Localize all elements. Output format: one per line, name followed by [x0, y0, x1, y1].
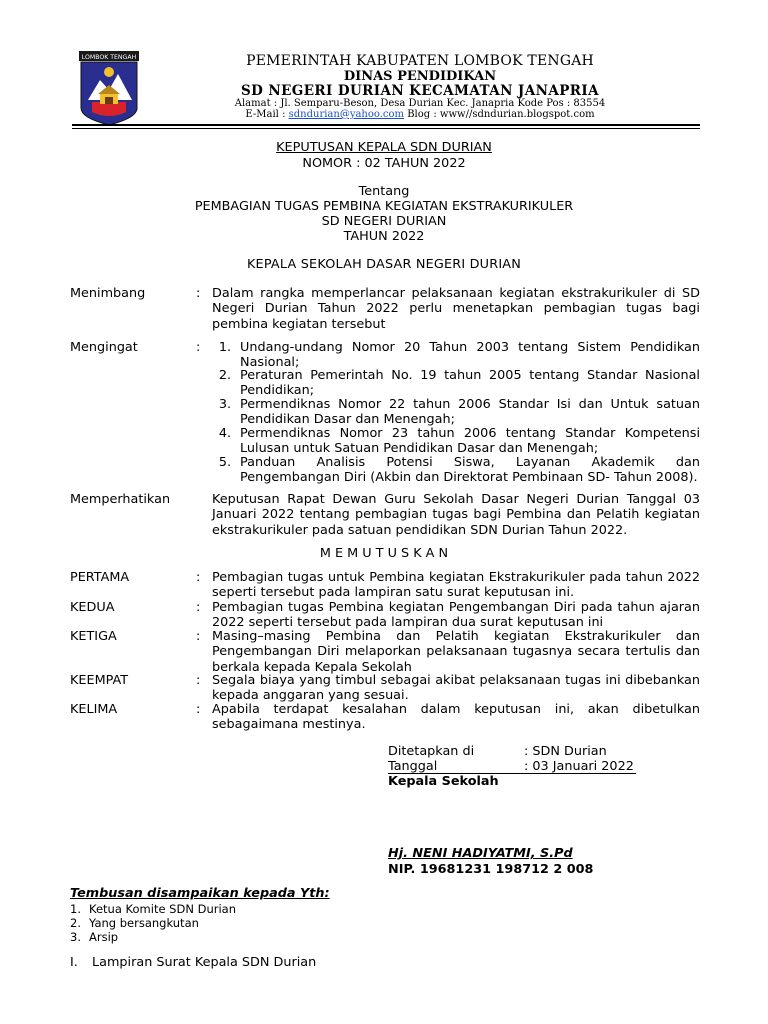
attachment-number: I.: [70, 955, 78, 970]
copies-item-number: 1.: [70, 902, 81, 916]
decision-text: Pembagian tugas untuk Pembina kegiatan Ekstrakurikuler pada tahun 2022 seperti tersebut pada lampiran satu surat keputusan ini.: [212, 570, 700, 601]
copies-item: Arsip: [89, 930, 119, 944]
decision-label: KEDUA: [70, 600, 115, 615]
decree-title: KEPUTUSAN KEPALA SDN DURIAN: [276, 140, 492, 155]
considering-text: Dalam rangka memperlancar pelaksanaan kegiatan ekstrakurikuler di SD Negeri Durian Tahun 2022 perlu menetapkan pembagian tugas bagi pembina kegiatan tersebut: [212, 286, 700, 332]
copies-item: Yang bersangkutan: [89, 916, 199, 930]
government-name: PEMERINTAH KABUPATEN LOMBOK TENGAH: [246, 53, 594, 69]
signer-role: Kepala Sekolah: [388, 774, 499, 789]
copies-item-number: 2.: [70, 916, 81, 930]
logo-caption: LOMBOK TENGAH: [81, 54, 137, 61]
noting-text: Keputusan Rapat Dewan Guru Sekolah Dasar Negeri Durian Tanggal 03 Januari 2022 tentang pembagian tugas bagi Pembina dan Pelatih kegiatan ekstrakurikuler pada satuan pendidikan SDN Durian Tahun 2022.: [212, 492, 700, 538]
remembering-item: Permendiknas Nomor 23 tahun 2006 tentang Standar Kompetensi Lulusan untuk Satuan Pendidikan Dasar dan Menengah;: [240, 426, 700, 457]
considering-label: Menimbang: [70, 286, 146, 301]
regency-logo: [78, 50, 140, 126]
remembering-item: Undang-undang Nomor 20 Tahun 2003 tentang Sistem Pendidikan Nasional;: [240, 340, 700, 371]
decision-colon: :: [196, 673, 201, 688]
about-label: Tentang: [358, 184, 410, 199]
remembering-item: Panduan Analisis Potensi Siswa, Layanan Akademik dan Pengembangan Diri (Akbin dan Direktorat Pembinaan SD- Tahun 2008).: [240, 455, 700, 486]
decision-colon: :: [196, 600, 201, 615]
signer-name: Hj. NENI HADIYATMI, S.Pd: [388, 846, 573, 861]
decision-colon: :: [196, 629, 201, 644]
remembering-item: Peraturan Pemerintah No. 19 tahun 2005 tentang Standar Nasional Pendidikan;: [240, 368, 700, 399]
noting-label: Memperhatikan: [70, 492, 171, 507]
department-name: DINAS PENDIDIKAN: [343, 69, 497, 84]
decision-colon: :: [196, 570, 201, 585]
decree-number: NOMOR : 02 TAHUN 2022: [302, 156, 466, 171]
school-address: Alamat : Jl. Semparu-Beson, Desa Durian Kec. Janapria Kode Pos : 83554: [234, 98, 606, 109]
decision-text: Apabila terdapat kesalahan dalam keputusan ini, akan dibetulkan sebagaimana mestinya.: [212, 702, 700, 733]
signer-nip: NIP. 19681231 198712 2 008: [388, 862, 594, 877]
attachment-title: Lampiran Surat Kepala SDN Durian: [92, 955, 317, 970]
issuer-heading: KEPALA SEKOLAH DASAR NEGERI DURIAN: [246, 257, 522, 272]
decision-text: Pembagian tugas Pembina kegiatan Pengembangan Diri pada tahun ajaran 2022 seperti tersebut pada lampiran dua surat keputusan ini: [212, 600, 700, 631]
blog-text: Blog : www//sdndurian.blogspot.com: [404, 109, 595, 120]
school-name: SD NEGERI DURIAN KECAMATAN JANAPRIA: [241, 83, 599, 99]
place-label: Ditetapkan di: [388, 744, 475, 759]
decision-text: Masing–masing Pembina dan Pelatih kegiatan Ekstrakurikuler dan Pengembangan Diri melaporkan pelaksanaan tugasnya secara tertulis dan berkala kepada Kepala Sekolah: [212, 629, 700, 675]
header-rule-thin: [72, 128, 700, 129]
decision-text: Segala biaya yang timbul sebagai akibat pelaksanaan tugas ini dibebankan kepada anggaran yang sesuai.: [212, 673, 700, 704]
email-prefix: E-Mail :: [245, 109, 289, 120]
subject-line-2: SD NEGERI DURIAN: [321, 214, 447, 229]
remembering-item-number: 1.: [218, 340, 232, 355]
subject-line-1: PEMBAGIAN TUGAS PEMBINA KEGIATAN EKSTRAKURIKULER: [194, 199, 574, 214]
date-value: : 03 Januari 2022: [524, 759, 634, 774]
email-link[interactable]: sdndurian@yahoo.com: [288, 109, 405, 120]
remembering-item-number: 4.: [218, 426, 232, 441]
decision-label: KETIGA: [70, 629, 117, 644]
decision-label: KELIMA: [70, 702, 118, 717]
copies-item-number: 3.: [70, 930, 81, 944]
remembering-label: Mengingat: [70, 340, 138, 355]
place-value: : SDN Durian: [524, 744, 607, 759]
remembering-item: Permendiknas Nomor 22 tahun 2006 Standar Isi dan Untuk satuan Pendidikan Dasar dan Menengah;: [240, 397, 700, 428]
decision-label: KEEMPAT: [70, 673, 129, 688]
remembering-item-number: 3.: [218, 397, 232, 412]
date-label: Tanggal: [388, 759, 438, 774]
contact-line: [160, 109, 680, 120]
subject-line-3: TAHUN 2022: [343, 229, 425, 244]
decision-colon: :: [196, 702, 201, 717]
header-rule-thick: [72, 124, 700, 126]
remembering-item-number: 5.: [218, 455, 232, 470]
remembering-colon: :: [196, 340, 201, 355]
copies-item: Ketua Komite SDN Durian: [89, 902, 237, 916]
remembering-item-number: 2.: [218, 368, 232, 383]
decision-label: PERTAMA: [70, 570, 130, 585]
considering-colon: :: [196, 286, 201, 301]
copies-heading: Tembusan disampaikan kepada Yth:: [70, 886, 330, 901]
decides-heading: M E M U T U S K A N: [319, 546, 449, 561]
